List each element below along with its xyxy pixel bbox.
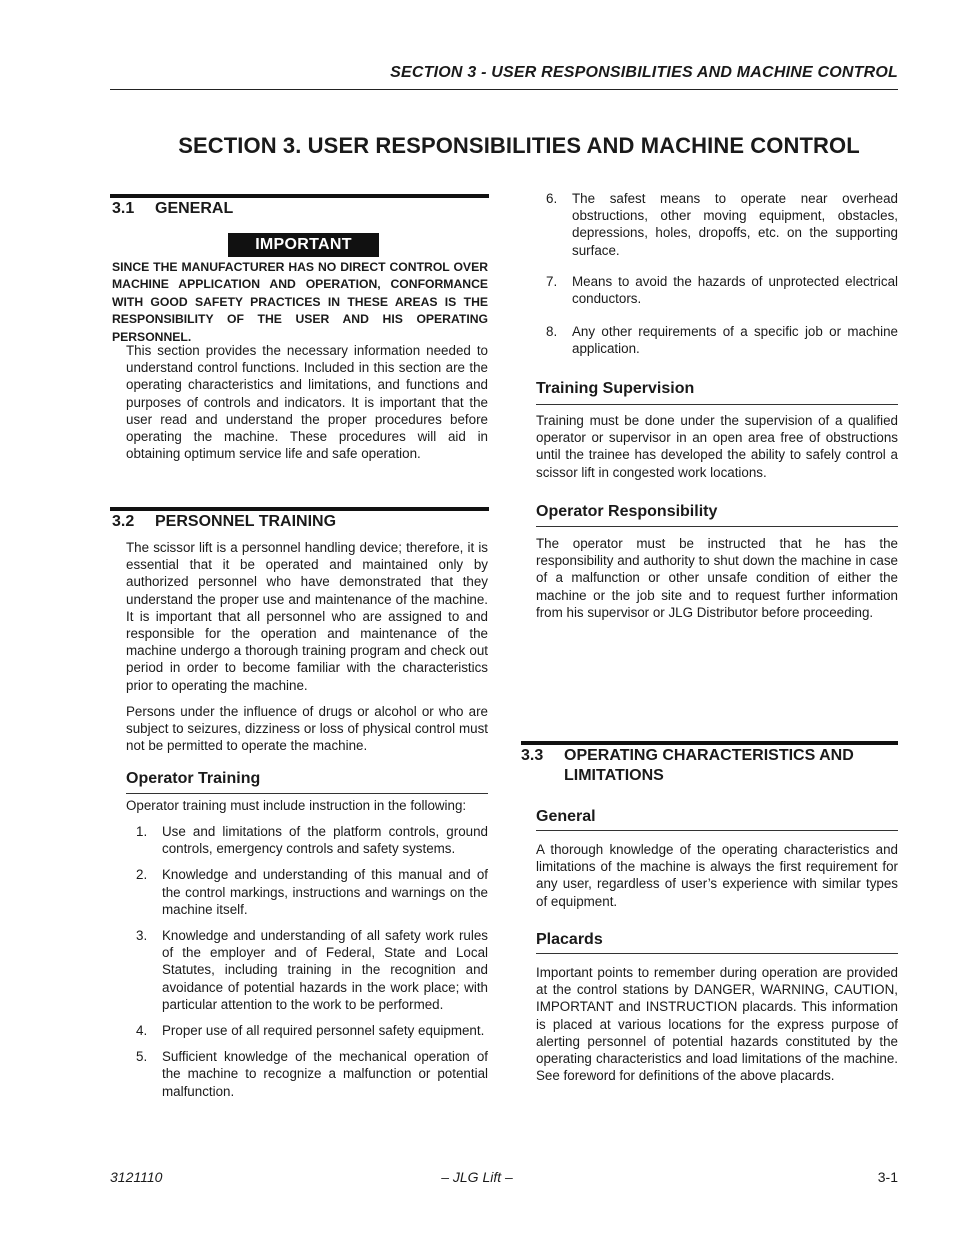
footer-page-number: 3-1 <box>877 1169 898 1185</box>
operator-training-heading: Operator Training <box>126 770 261 787</box>
subsection-rule <box>536 953 898 954</box>
list-item <box>546 273 898 307</box>
section-number: 3.2 <box>112 513 135 530</box>
operator-training-list-right <box>546 190 898 367</box>
item-text: The safest means to operate near overhead obstructions, other moving equipment, obstacles, depressions, holes, dropoffs, etc. on the supporting surface. <box>572 191 898 258</box>
list-item <box>136 1022 488 1039</box>
header-rule <box>110 89 898 90</box>
section-heading-3-2 <box>112 512 336 532</box>
list-item <box>136 866 488 918</box>
section-number: 3.3 <box>521 747 544 764</box>
operator-responsibility-heading: Operator Responsibility <box>536 503 718 520</box>
item-text: Knowledge and understanding of this manual and of the control markings, instructions and warnings on the machine itself. <box>162 867 488 917</box>
important-label: IMPORTANT <box>228 233 379 257</box>
general-paragraph: This section provides the necessary information needed to understand control functions. Included in this section are the operating characteristics and limitations, and functions and purposes of controls and indicators. It is important that the user read and understand the proper procedures before operating the machine. These procedures will aid in obtaining optimum service life and safe operation. <box>126 343 488 462</box>
general-heading: General <box>536 808 596 825</box>
footer-doc-number: 3121110 <box>110 1169 163 1185</box>
personnel-training-paragraph-1: The scissor lift is a personnel handling device; therefore, it is essential that it be operated and maintained only by authorized personnel who have demonstrated that they understand the proper use and maintenance of the machine. It is important that all personnel who are assigned to and responsible for the operation and maintenance of the machine undergo a thorough training program and check out period in order to become familiar with the characteristics prior to operating the machine. <box>126 540 488 693</box>
subsection-rule <box>536 526 898 527</box>
item-number: 8. <box>546 324 558 340</box>
subsection-rule <box>536 404 898 405</box>
subsection-rule <box>126 793 488 794</box>
placards-text: Important points to remember during operation are provided at the control stations by DANGER, WARNING, CAUTION, IMPORTANT and INSTRUCTION placards. This information is placed at various locations for the express purpose of alerting personnel of potential hazards constituted by the operating characteristics and load limitations of the machine. See foreword for definitions of the above placards. <box>536 965 898 1084</box>
list-item <box>136 823 488 857</box>
training-supervision-heading: Training Supervision <box>536 380 695 397</box>
section-rule <box>521 741 898 745</box>
item-text: Means to avoid the hazards of unprotected electrical conductors. <box>572 273 898 307</box>
item-number: 1. <box>136 824 148 839</box>
item-text: Sufficient knowledge of the mechanical operation of the machine to recognize a malfunction or potential malfunction. <box>162 1049 488 1099</box>
operator-responsibility-text: The operator must be instructed that he has the responsibility and authority to shut down the machine in case of a malfunction or other unsafe condition of either the machine or the job site and to request further information from his supervisor or JLG Distributor before proceeding. <box>536 536 898 620</box>
placards-heading: Placards <box>536 931 603 948</box>
operator-training-list-left <box>136 823 488 1109</box>
item-number: 6. <box>546 191 558 206</box>
item-text: Knowledge and understanding of all safety work rules of the employer and of Federal, State and Local Statutes, including training in the recognition and avoidance of potential hazards in the work place; with particular attention to the work to be performed. <box>162 928 488 1012</box>
training-supervision-text: Training must be done under the supervision of a qualified operator or supervisor in an open area free of obstructions until the trainee has developed the ability to safely control a scissor lift in congested work locations. <box>536 413 898 480</box>
item-number: 5. <box>136 1049 148 1065</box>
general-text: A thorough knowledge of the operating characteristics and limitations of the machine is always the first requirement for any user, regardless of user’s experience with similar types of equipment. <box>536 842 898 909</box>
section-number: 3.1 <box>112 200 135 217</box>
section-title: OPERATING CHARACTERISTICS AND LIMITATIONS <box>564 747 854 784</box>
footer-title: – JLG Lift – <box>441 1169 513 1185</box>
section-title: PERSONNEL TRAINING <box>155 513 337 530</box>
item-text: Proper use of all required personnel safety equipment. <box>162 1023 485 1039</box>
list-item <box>136 1048 488 1100</box>
running-header: SECTION 3 - USER RESPONSIBILITIES AND MACHINE CONTROL <box>390 64 898 81</box>
subsection-rule <box>536 830 898 831</box>
item-text: Use and limitations of the platform controls, ground controls, emergency controls and safety systems. <box>162 824 488 857</box>
section-title: GENERAL <box>155 200 234 217</box>
list-item <box>136 927 488 1013</box>
page-title: SECTION 3. USER RESPONSIBILITIES AND MACHINE CONTROL <box>178 133 860 158</box>
section-heading-3-1 <box>112 199 233 219</box>
personnel-training-paragraph-2: Persons under the influence of drugs or alcohol or who are subject to seizures, dizziness or loss of physical control must not be permitted to operate the machine. <box>126 704 488 754</box>
item-number: 7. <box>546 273 558 289</box>
item-number: 4. <box>136 1023 148 1039</box>
important-notice: SINCE THE MANUFACTURER HAS NO DIRECT CONTROL OVER MACHINE APPLICATION AND OPERATION, CONFORMANCE WITH GOOD SAFETY PRACTICES IN THESE AREAS IS THE RESPONSIBILITY OF THE USER AND HIS OPERATING PERSONNEL. <box>112 260 488 344</box>
operator-training-intro: Operator training must include instruction in the following: <box>126 798 467 813</box>
item-text: Any other requirements of a specific job or machine application. <box>572 324 898 357</box>
item-number: 2. <box>136 867 148 883</box>
section-rule <box>110 507 489 511</box>
section-heading-3-3 <box>521 746 898 786</box>
list-item <box>546 190 898 259</box>
section-rule <box>110 194 489 198</box>
list-item <box>546 323 898 357</box>
item-number: 3. <box>136 928 148 944</box>
